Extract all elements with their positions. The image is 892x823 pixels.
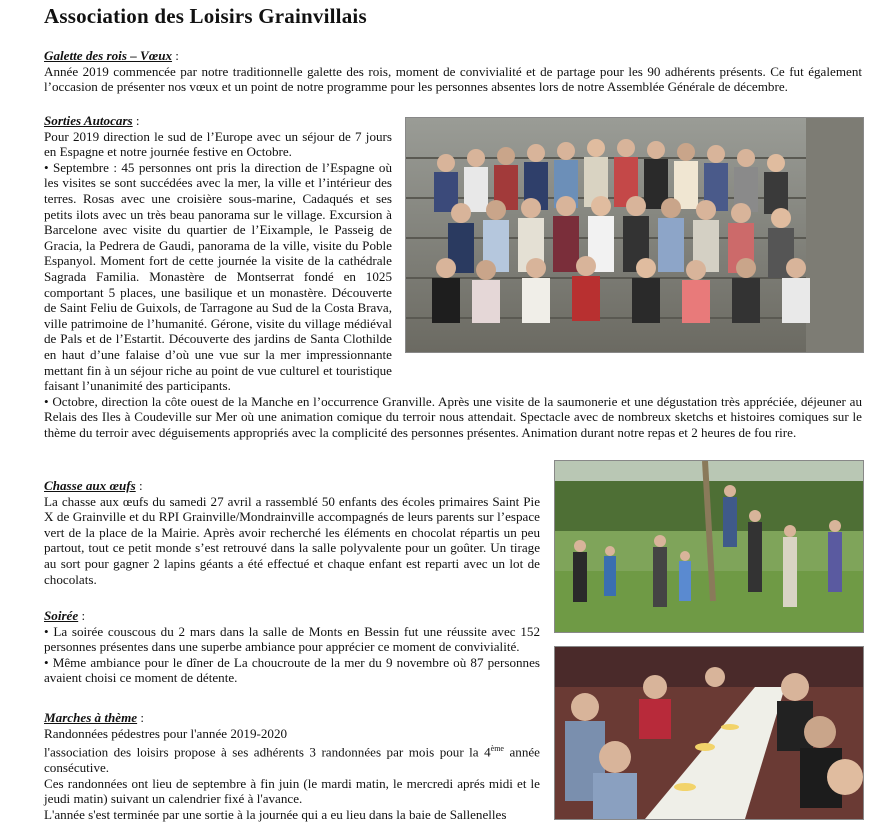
section-text-marches-calendrier: Ces randonnées ont lieu de septembre à fin juin (le mardi matin, le mercredi aprés midi et le jeudi matin) suivant un calendrier fixé à l'avance. — [44, 775, 540, 807]
section-text-chasse: La chasse aux œufs du samedi 27 avril a rassemblé 50 enfants des écoles primaires Saint Pie X de Grainville et du RPI Grainville/Mondrainville accompagnés de leurs parents sur l’espace vert de la place de la Mairie. Après avoir recherché les éléments en chocolat répartis un peu partout, tout ce petit monde s’est retrouvé dans la salle polyvalente pour un goûter. Un tirage au sort pour gagner 2 lapins géants a été effectué et chaque enfant est reparti avec un lot de chocolats. — [44, 493, 540, 587]
section-text-galette: Année 2019 commencée par notre traditionnelle galette des rois, moment de convivialité et de partage pour les 90 adhérents présents. Ce fut également l’occasion de présenter nos vœux et un point de notre programme pour les personnes absentes lors de notre Assemblée Générale de décembre. — [44, 63, 862, 95]
section-heading-marches: Marches à thème — [44, 710, 138, 725]
section-chasse: Chasse aux œufs : La chasse aux œufs du samedi 27 avril a rassemblé 50 enfants des écoles primaires Saint Pie X de Grainville et du RPI Grainville/Mondrainville accompagnés de leurs parents sur l’espace vert de la place de la Mairie. Après avoir recherché les éléments en chocolat répartis un peu partout, tout ce petit monde s’est retrouvé dans la salle polyvalente pour un goûter. Un tirage au sort pour gagner 2 lapins géants a été effectué et chaque enfant est reparti avec un lot de chocolats. — [44, 478, 540, 587]
section-galette: Galette des rois – Vœux : Année 2019 commencée par notre traditionnelle galette des rois, moment de convivialité et de partage pour les 90 adhérents présents. Ce fut également l’occasion de présenter nos vœux et un point de notre programme pour les personnes absentes lors de notre Assemblée Générale de décembre. — [44, 48, 862, 95]
section-heading-soiree: Soirée — [44, 608, 79, 623]
section-text-soiree-choucroute: • Même ambiance pour le dîner de La choucroute de la mer du 9 novembre où 87 personnes avaient choisi ce moment de détente. — [44, 654, 540, 686]
section-text-marches-intro: Randonnées pédestres pour l'année 2019-2020 — [44, 725, 288, 741]
section-text-autocars-septembre: • Septembre : 45 personnes ont pris la direction de l’Espagne où les visites se sont succédées avec la mer, la ville et l’intérieur des terres. Rosas avec une croisière sous-marine, Cadaqués et ses petits ilots avec un très beau panorama sur le village. Excursion à Barcelone avec visite du quartier de l’Eixample, le Passeig de Gracia, la Pedrera de Gaudi, panorama de la ville, visite du Poble Espanyol. Moment fort de cette journée la visite de la cathédrale Sagrada Familia. Monastère de Montserrat fondé en 1025 comportant 5 places, une basilique et un monastère. Découverte de Saint Feliu de Guixols, de Tarragone au Sud de la Costa Brava, ville patrimoine de l’humanité. Gérone, visite du village médiéval de Pals et de l’Estartit. Découverte des jardins de Santa Clothilde en haut d’une falaise d’où une vue sur la mer impressionnante mettant fin à un séjour riche au point de vue culturel et touristique faisant l’unanimité des participants. — [44, 159, 392, 394]
photo-group-spain — [405, 117, 864, 353]
section-text-marches-fin: L'année s'est terminée par une sortie à la journée qui a eu lieu dans la baie de Sallenelles — [44, 806, 507, 822]
section-heading-chasse: Chasse aux œufs — [44, 478, 136, 493]
section-autocars: Sorties Autocars : Pour 2019 direction le sud de l’Europe avec un séjour de 7 jours en Espagne et notre journée festive en Octobre. • Septembre : 45 personnes ont pris la direction de l’Espagne où les visites se sont succédées avec la mer, la ville et l’intérieur des terres. Rosas avec une croisière sous-marine, Cadaqués et ses petits ilots avec un très beau panorama sur le village. Excursion à Barcelone avec visite du quartier de l’Eixample, le Passeig de Gracia, la Pedrera de Gaudi, panorama de la ville, visite du Poble Espanyol. Moment fort de cette journée la visite de la cathédrale Sagrada Familia. Monastère de Montserrat fondé en 1025 comportant 5 places, une basilique et un monastère. Découverte de Saint Feliu de Guixols, de Tarragone au Sud de la Costa Brava, ville patrimoine de l’humanité. Gérone, visite du village médiéval de Pals et de l’Estartit. Découverte des jardins de Santa Clothilde en haut d’une falaise d’où une vue sur la mer impressionnante mettant fin à un séjour riche au point de vue culturel et touristique faisant l’unanimité des participants. • Octobre, direction la côte ouest de la Manche en l’occurrence Granville. Après une visite de la saumonerie et une dégustation très appréciée, déjeuner au Relais des Iles à Coudeville sur Mer où une animation comique du terroir nous attendait. Spectacle avec de nombreux sketchs et histoires comiques sur le thème du terroir avec déguisements appropriés avec la complicité des personnes présentes. Animation durant notre repas et 2 heures de fou rire. — [44, 113, 862, 440]
section-text-autocars-octobre: • Octobre, direction la côte ouest de la Manche en l’occurrence Granville. Après une visite de la saumonerie et une dégustation très appréciée, déjeuner au Relais des Iles à Coudeville sur Mer où une animation comique du terroir nous attendait. Spectacle avec de nombreux sketchs et histoires comiques sur le thème du terroir avec déguisements appropriés avec la complicité des personnes présentes. Animation durant notre repas et 2 heures de fou rire. — [44, 393, 862, 440]
section-marches: Marches à thème : Randonnées pédestres pour l'année 2019-2020 l'association des loisirs propose à ses adhérents 3 randonnées par mois pour la 4ème année consécutive. Ces randonnées ont lieu de septembre à fin juin (le mardi matin, le mercredi aprés midi et le jeudi matin) suivant un calendrier fixé à l'avance. L'année s'est terminée par une sortie à la journée qui a eu lieu dans la baie de Sallenelles — [44, 710, 540, 822]
section-text-autocars-intro: Pour 2019 direction le sud de l’Europe avec un séjour de 7 jours en Espagne et notre journée festive en Octobre. — [44, 128, 392, 160]
photo-egg-hunt — [554, 460, 864, 633]
section-soiree: Soirée : • La soirée couscous du 2 mars dans la salle de Monts en Bessin fut une réussite avec 152 personnes présentes dans une superbe ambiance pour apprécier ce moment de convivialité. • Même ambiance pour le dîner de La choucroute de la mer du 9 novembre où 87 personnes avaient choisi ce moment de détente. — [44, 608, 540, 686]
section-heading-autocars: Sorties Autocars — [44, 113, 133, 128]
section-text-marches-frequence: l'association des loisirs propose à ses adhérents 3 randonnées par mois pour la 4ème année consécutive. — [44, 744, 540, 776]
section-text-soiree-couscous: • La soirée couscous du 2 mars dans la salle de Monts en Bessin fut une réussite avec 152 personnes présentes dans une superbe ambiance pour apprécier ce moment de convivialité. — [44, 623, 540, 655]
page-title: Association des Loisirs Grainvillais — [44, 4, 367, 28]
section-heading-galette: Galette des rois – Vœux — [44, 48, 173, 63]
photo-dinner — [554, 646, 864, 820]
